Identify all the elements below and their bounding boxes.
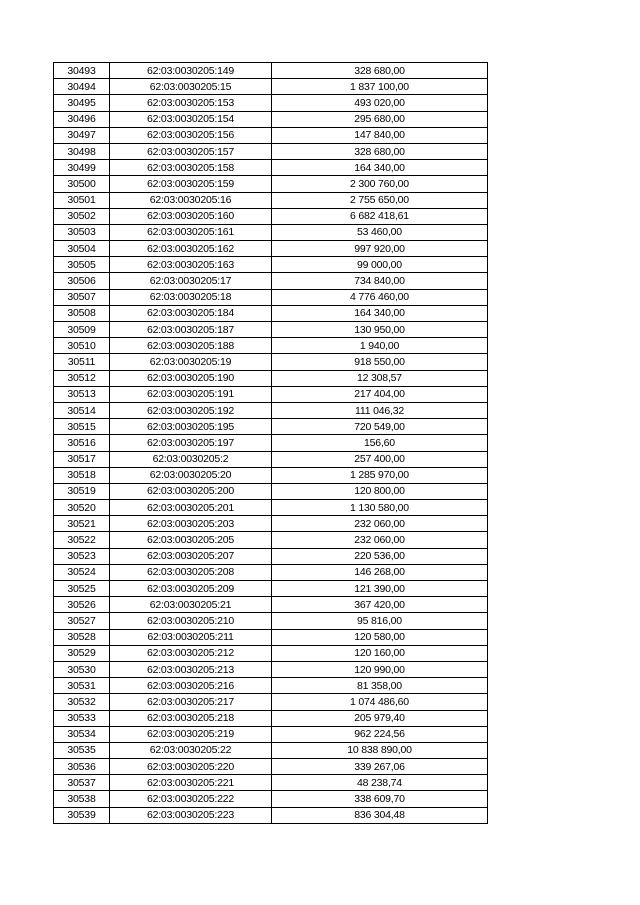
cadastral-number-cell: 62:03:0030205:218	[110, 710, 272, 726]
row-number-cell: 30515	[54, 419, 110, 435]
table-row	[54, 597, 488, 613]
table-row	[54, 63, 488, 79]
row-number-cell: 30504	[54, 241, 110, 257]
cadastral-value-cell: 120 160,00	[272, 645, 488, 661]
row-number-cell: 30528	[54, 629, 110, 645]
row-number-cell: 30524	[54, 564, 110, 580]
cadastral-number-cell: 62:03:0030205:203	[110, 516, 272, 532]
row-number-cell: 30503	[54, 224, 110, 240]
table-row	[54, 645, 488, 661]
cadastral-number-cell: 62:03:0030205:221	[110, 775, 272, 791]
cadastral-number-cell: 62:03:0030205:217	[110, 694, 272, 710]
row-number-cell: 30509	[54, 322, 110, 338]
row-number-cell: 30506	[54, 273, 110, 289]
cadastral-number-cell: 62:03:0030205:18	[110, 289, 272, 305]
cadastral-number-cell: 62:03:0030205:20	[110, 467, 272, 483]
table-row	[54, 548, 488, 564]
row-number-cell: 30537	[54, 775, 110, 791]
cadastral-value-cell: 232 060,00	[272, 516, 488, 532]
cadastral-value-cell: 156,60	[272, 435, 488, 451]
cadastral-value-cell: 120 990,00	[272, 661, 488, 677]
cadastral-number-cell: 62:03:0030205:154	[110, 111, 272, 127]
cadastral-number-cell: 62:03:0030205:17	[110, 273, 272, 289]
cadastral-number-cell: 62:03:0030205:187	[110, 322, 272, 338]
table-row	[54, 678, 488, 694]
table-row	[54, 241, 488, 257]
cadastral-value-cell: 1 837 100,00	[272, 79, 488, 95]
table-row	[54, 775, 488, 791]
table-row	[54, 143, 488, 159]
cadastral-value-cell: 12 308,57	[272, 370, 488, 386]
cadastral-value-cell: 997 920,00	[272, 241, 488, 257]
table-row	[54, 694, 488, 710]
cadastral-number-cell: 62:03:0030205:153	[110, 95, 272, 111]
row-number-cell: 30526	[54, 597, 110, 613]
cadastral-number-cell: 62:03:0030205:211	[110, 629, 272, 645]
row-number-cell: 30533	[54, 710, 110, 726]
row-number-cell: 30500	[54, 176, 110, 192]
cadastral-value-table	[53, 62, 488, 824]
table-row	[54, 613, 488, 629]
cadastral-value-cell: 836 304,48	[272, 807, 488, 823]
cadastral-value-cell: 48 238,74	[272, 775, 488, 791]
cadastral-number-cell: 62:03:0030205:220	[110, 759, 272, 775]
table-row	[54, 661, 488, 677]
table-row	[54, 257, 488, 273]
row-number-cell: 30534	[54, 726, 110, 742]
table-row	[54, 467, 488, 483]
table-row	[54, 710, 488, 726]
cadastral-value-cell: 111 046,32	[272, 402, 488, 418]
table-row	[54, 564, 488, 580]
cadastral-value-cell: 339 267,06	[272, 759, 488, 775]
table-row	[54, 500, 488, 516]
cadastral-number-cell: 62:03:0030205:163	[110, 257, 272, 273]
cadastral-value-cell: 53 460,00	[272, 224, 488, 240]
cadastral-value-cell: 120 800,00	[272, 483, 488, 499]
cadastral-number-cell: 62:03:0030205:149	[110, 63, 272, 79]
row-number-cell: 30513	[54, 386, 110, 402]
row-number-cell: 30522	[54, 532, 110, 548]
cadastral-value-cell: 130 950,00	[272, 322, 488, 338]
table-row	[54, 176, 488, 192]
cadastral-number-cell: 62:03:0030205:197	[110, 435, 272, 451]
cadastral-value-cell: 2 300 760,00	[272, 176, 488, 192]
cadastral-value-cell: 99 000,00	[272, 257, 488, 273]
cadastral-value-cell: 220 536,00	[272, 548, 488, 564]
row-number-cell: 30494	[54, 79, 110, 95]
cadastral-number-cell: 62:03:0030205:16	[110, 192, 272, 208]
row-number-cell: 30495	[54, 95, 110, 111]
row-number-cell: 30499	[54, 160, 110, 176]
row-number-cell: 30527	[54, 613, 110, 629]
row-number-cell: 30512	[54, 370, 110, 386]
cadastral-value-cell: 367 420,00	[272, 597, 488, 613]
row-number-cell: 30510	[54, 338, 110, 354]
row-number-cell: 30536	[54, 759, 110, 775]
table-row	[54, 95, 488, 111]
row-number-cell: 30523	[54, 548, 110, 564]
row-number-cell: 30529	[54, 645, 110, 661]
table-row	[54, 111, 488, 127]
cadastral-number-cell: 62:03:0030205:191	[110, 386, 272, 402]
cadastral-number-cell: 62:03:0030205:158	[110, 160, 272, 176]
row-number-cell: 30538	[54, 791, 110, 807]
table-row	[54, 807, 488, 823]
table-row	[54, 289, 488, 305]
row-number-cell: 30532	[54, 694, 110, 710]
cadastral-value-cell: 120 580,00	[272, 629, 488, 645]
cadastral-number-cell: 62:03:0030205:19	[110, 354, 272, 370]
cadastral-number-cell: 62:03:0030205:22	[110, 742, 272, 758]
row-number-cell: 30531	[54, 678, 110, 694]
cadastral-value-cell: 1 940,00	[272, 338, 488, 354]
row-number-cell: 30535	[54, 742, 110, 758]
cadastral-number-cell: 62:03:0030205:201	[110, 500, 272, 516]
cadastral-value-cell: 918 550,00	[272, 354, 488, 370]
row-number-cell: 30520	[54, 500, 110, 516]
row-number-cell: 30525	[54, 581, 110, 597]
cadastral-value-cell: 328 680,00	[272, 143, 488, 159]
cadastral-value-cell: 295 680,00	[272, 111, 488, 127]
cadastral-value-cell: 164 340,00	[272, 305, 488, 321]
cadastral-value-cell: 6 682 418,61	[272, 208, 488, 224]
table-row	[54, 483, 488, 499]
cadastral-number-cell: 62:03:0030205:216	[110, 678, 272, 694]
cadastral-number-cell: 62:03:0030205:15	[110, 79, 272, 95]
cadastral-value-cell: 2 755 650,00	[272, 192, 488, 208]
cadastral-value-cell: 338 609,70	[272, 791, 488, 807]
row-number-cell: 30497	[54, 127, 110, 143]
row-number-cell: 30516	[54, 435, 110, 451]
table-row	[54, 338, 488, 354]
row-number-cell: 30519	[54, 483, 110, 499]
cadastral-number-cell: 62:03:0030205:188	[110, 338, 272, 354]
cadastral-value-cell: 328 680,00	[272, 63, 488, 79]
cadastral-number-cell: 62:03:0030205:219	[110, 726, 272, 742]
cadastral-value-cell: 205 979,40	[272, 710, 488, 726]
row-number-cell: 30514	[54, 402, 110, 418]
table-row	[54, 127, 488, 143]
row-number-cell: 30496	[54, 111, 110, 127]
row-number-cell: 30521	[54, 516, 110, 532]
row-number-cell: 30502	[54, 208, 110, 224]
cadastral-number-cell: 62:03:0030205:210	[110, 613, 272, 629]
cadastral-number-cell: 62:03:0030205:2	[110, 451, 272, 467]
cadastral-value-cell: 10 838 890,00	[272, 742, 488, 758]
table-row	[54, 759, 488, 775]
cadastral-number-cell: 62:03:0030205:208	[110, 564, 272, 580]
cadastral-number-cell: 62:03:0030205:160	[110, 208, 272, 224]
cadastral-number-cell: 62:03:0030205:205	[110, 532, 272, 548]
cadastral-value-cell: 81 358,00	[272, 678, 488, 694]
cadastral-number-cell: 62:03:0030205:159	[110, 176, 272, 192]
table-row	[54, 726, 488, 742]
table-row	[54, 435, 488, 451]
cadastral-number-cell: 62:03:0030205:190	[110, 370, 272, 386]
cadastral-value-cell: 146 268,00	[272, 564, 488, 580]
cadastral-number-cell: 62:03:0030205:207	[110, 548, 272, 564]
table-row	[54, 305, 488, 321]
cadastral-value-cell: 147 840,00	[272, 127, 488, 143]
cadastral-number-cell: 62:03:0030205:162	[110, 241, 272, 257]
row-number-cell: 30517	[54, 451, 110, 467]
table-row	[54, 79, 488, 95]
table-row	[54, 419, 488, 435]
table-row	[54, 386, 488, 402]
cadastral-value-cell: 720 549,00	[272, 419, 488, 435]
cadastral-value-cell: 1 285 970,00	[272, 467, 488, 483]
table-row	[54, 791, 488, 807]
cadastral-number-cell: 62:03:0030205:195	[110, 419, 272, 435]
cadastral-number-cell: 62:03:0030205:157	[110, 143, 272, 159]
row-number-cell: 30539	[54, 807, 110, 823]
row-number-cell: 30493	[54, 63, 110, 79]
cadastral-value-cell: 493 020,00	[272, 95, 488, 111]
row-number-cell: 30530	[54, 661, 110, 677]
cadastral-value-cell: 164 340,00	[272, 160, 488, 176]
table-row	[54, 370, 488, 386]
cadastral-number-cell: 62:03:0030205:200	[110, 483, 272, 499]
cadastral-value-cell: 257 400,00	[272, 451, 488, 467]
table-row	[54, 742, 488, 758]
cadastral-number-cell: 62:03:0030205:212	[110, 645, 272, 661]
cadastral-value-cell: 232 060,00	[272, 532, 488, 548]
row-number-cell: 30511	[54, 354, 110, 370]
cadastral-number-cell: 62:03:0030205:156	[110, 127, 272, 143]
cadastral-number-cell: 62:03:0030205:184	[110, 305, 272, 321]
table-row	[54, 451, 488, 467]
table-row	[54, 629, 488, 645]
cadastral-number-cell: 62:03:0030205:209	[110, 581, 272, 597]
cadastral-value-cell: 1 074 486,60	[272, 694, 488, 710]
table-row	[54, 208, 488, 224]
cadastral-value-cell: 217 404,00	[272, 386, 488, 402]
table-row	[54, 354, 488, 370]
row-number-cell: 30507	[54, 289, 110, 305]
cadastral-number-cell: 62:03:0030205:213	[110, 661, 272, 677]
cadastral-number-cell: 62:03:0030205:161	[110, 224, 272, 240]
cadastral-number-cell: 62:03:0030205:192	[110, 402, 272, 418]
row-number-cell: 30498	[54, 143, 110, 159]
cadastral-value-cell: 121 390,00	[272, 581, 488, 597]
table-row	[54, 192, 488, 208]
table-row	[54, 160, 488, 176]
table-row	[54, 322, 488, 338]
table-row	[54, 224, 488, 240]
table-row	[54, 273, 488, 289]
table-body	[54, 63, 488, 824]
cadastral-value-cell: 734 840,00	[272, 273, 488, 289]
table-row	[54, 581, 488, 597]
table-row	[54, 532, 488, 548]
cadastral-value-cell: 4 776 460,00	[272, 289, 488, 305]
table-row	[54, 402, 488, 418]
cadastral-number-cell: 62:03:0030205:21	[110, 597, 272, 613]
cadastral-value-cell: 962 224,56	[272, 726, 488, 742]
row-number-cell: 30505	[54, 257, 110, 273]
row-number-cell: 30501	[54, 192, 110, 208]
cadastral-value-cell: 1 130 580,00	[272, 500, 488, 516]
cadastral-number-cell: 62:03:0030205:223	[110, 807, 272, 823]
row-number-cell: 30518	[54, 467, 110, 483]
table-row	[54, 516, 488, 532]
cadastral-number-cell: 62:03:0030205:222	[110, 791, 272, 807]
cadastral-value-cell: 95 816,00	[272, 613, 488, 629]
row-number-cell: 30508	[54, 305, 110, 321]
